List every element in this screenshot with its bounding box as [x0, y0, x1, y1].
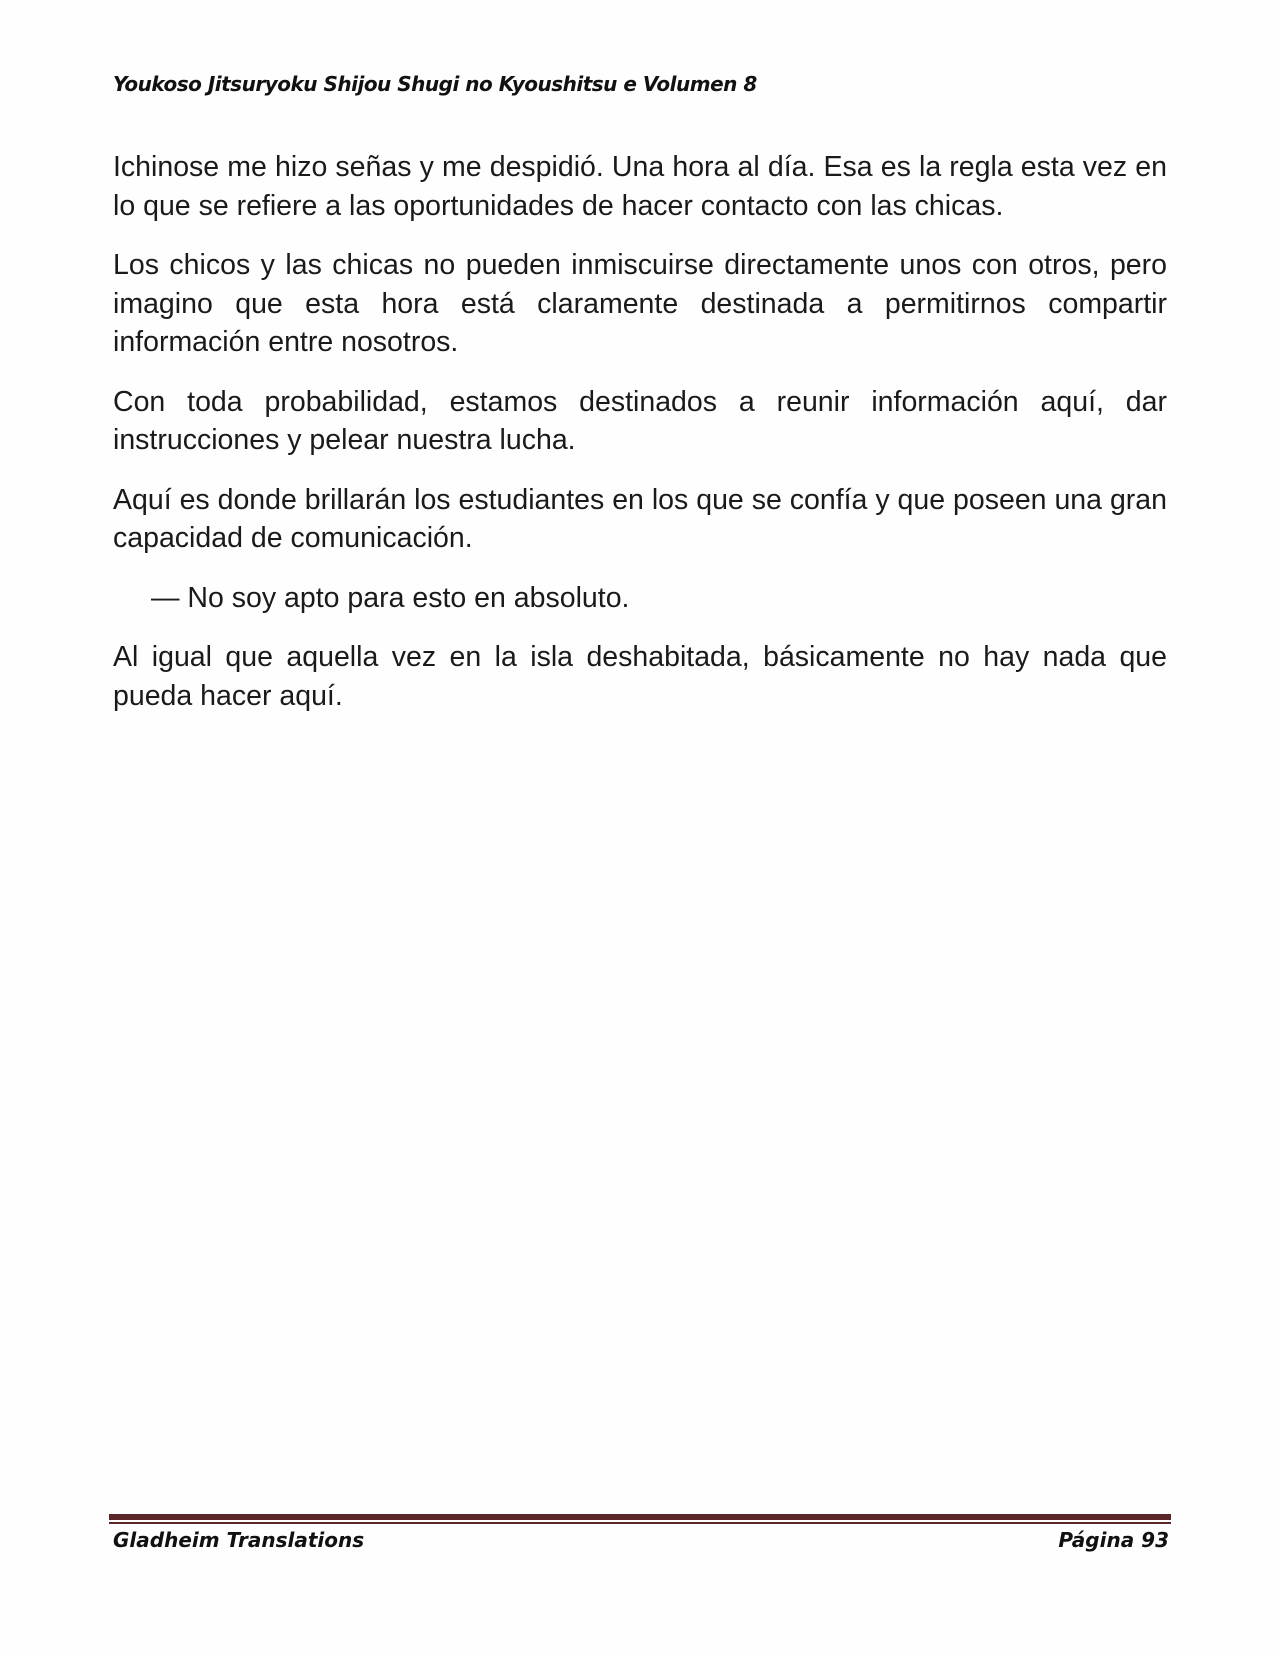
- running-header-title: Youkoso Jitsuryoku Shijou Shugi no Kyoushitsu e Volumen 8: [113, 72, 757, 96]
- footer-credit: Gladheim Translations: [113, 1528, 365, 1552]
- body-paragraph: Los chicos y las chicas no pueden inmiscuirse directamente unos con otros, pero imagino que esta hora está claramente destinada a permitirnos compartir información entre nosotros.: [113, 249, 1167, 358]
- page-number: Página 93: [1058, 1528, 1169, 1552]
- body-paragraph: Ichinose me hizo señas y me despidió. Una hora al día. Esa es la regla esta vez en lo que se refiere a las oportunidades de hacer contacto con las chicas.: [113, 151, 1167, 222]
- footer-rule-thin: [109, 1522, 1171, 1524]
- footer-rule: [109, 1514, 1171, 1520]
- body-paragraph: Al igual que aquella vez en la isla deshabitada, básicamente no hay nada que pueda hacer aquí.: [113, 641, 1167, 712]
- body-paragraph: Con toda probabilidad, estamos destinados a reunir información aquí, dar instrucciones y pelear nuestra lucha.: [113, 385, 1167, 456]
- page-body: [113, 148, 1167, 736]
- body-paragraph: Aquí es donde brillarán los estudiantes en los que se confía y que poseen una gran capacidad de comunicación.: [113, 483, 1167, 554]
- dialogue-line: — No soy apto para esto en absoluto.: [151, 581, 630, 614]
